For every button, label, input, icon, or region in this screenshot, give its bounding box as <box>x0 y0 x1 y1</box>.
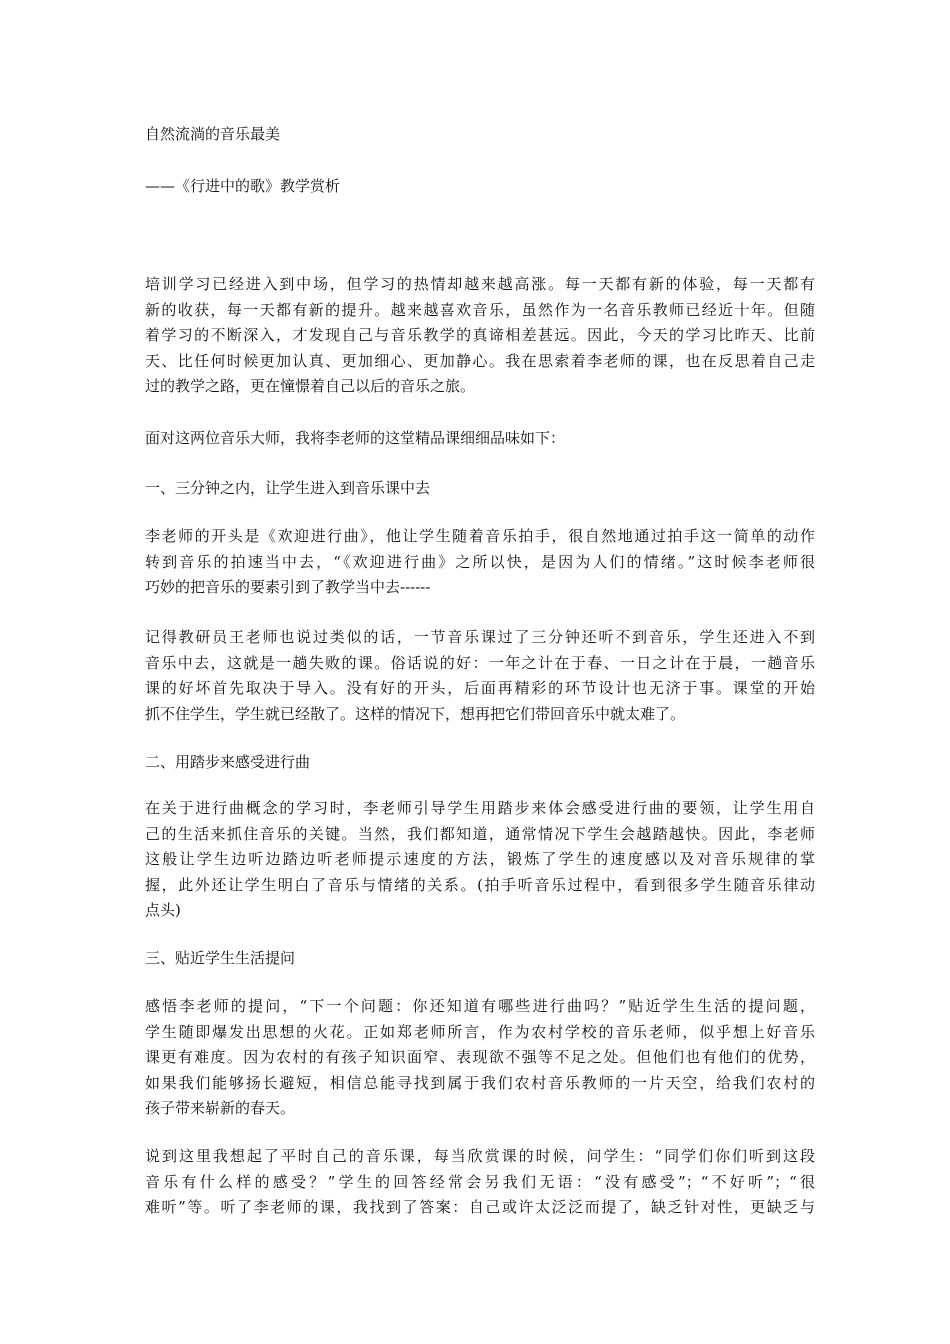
document-subtitle: ——《行进中的歌》教学赏析 <box>145 177 341 195</box>
text-line: 面对这两位音乐大师，我将李老师的这堂精品课细细品味如下： <box>145 429 566 447</box>
paragraph-questions <box>145 994 815 1122</box>
text-line: 音乐中去，这就是一趟失败的课。俗话说的好：一年之计在于春、一日之计在于晨，一趟音乐 <box>145 653 815 672</box>
text-line: 己的生活来抓住音乐的关键。当然，我们都知道，通常情况下学生会越踏越快。因此，李老师 <box>145 824 815 843</box>
text-line: 着学习的不断深入，才发现自己与音乐教学的真谛相差甚远。因此，今天的学习比昨天、比前 <box>145 326 815 344</box>
text-line: 记得教研员王老师也说过类似的话，一节音乐课过了三分钟还听不到音乐，学生还进入不到 <box>145 628 815 646</box>
text-line: 这般让学生边听边踏边听老师提示速度的方法，锻炼了学生的速度感以及对音乐规律的掌 <box>145 850 815 868</box>
paragraph-intro <box>145 272 815 400</box>
text-line: 新的收获，每一天都有新的提升。越来越喜欢音乐，虽然作为一名音乐教师已经近十年。但随 <box>145 300 815 319</box>
text-line: 感悟李老师的提问，“下一个问题：你还知道有哪些进行曲吗？”贴近学生生活的提问题， <box>145 997 815 1015</box>
text-line: 难听”等。听了李老师的课，我找到了答案：自己或许太泛泛而提了，缺乏针对性，更缺乏与 <box>145 1198 815 1216</box>
paragraph-march-steps <box>145 796 815 924</box>
text-line: 说到这里我想起了平时自己的音乐课，每当欣赏课的时候，问学生：“同学们你们听到这段 <box>145 1147 815 1165</box>
paragraph-researcher <box>145 625 815 727</box>
paragraph-reflection <box>145 1144 815 1221</box>
text-line: 学生随即爆发出思想的火花。正如郑老师所言，作为农村学校的音乐老师，似乎想上好音乐 <box>145 1022 815 1041</box>
text-line: 课更有难度。因为农村的有孩子知识面窄、表现欲不强等不足之处。但他们也有他们的优势， <box>145 1048 815 1066</box>
text-line: 过的教学之路，更在憧憬着自己以后的音乐之旅。 <box>145 377 476 395</box>
text-line: 孩子带来崭新的春天。 <box>145 1099 296 1117</box>
text-line: 天、比任何时候更加认真、更加细心、更加静心。我在思索着李老师的课，也在反思着自己走 <box>145 351 815 370</box>
text-line: 培训学习已经进入到中场，但学习的热情却越来越高涨。每一天都有新的体验，每一天都有 <box>145 275 815 293</box>
text-line: 点头) <box>145 901 181 919</box>
text-line: 握，此外还让学生明白了音乐与情绪的关系。(拍手听音乐过程中，看到很多学生随音乐律动 <box>145 875 815 894</box>
text-line: 如果我们能够扬长避短，相信总能寻找到属于我们农村音乐教师的一片天空，给我们农村的 <box>145 1073 815 1092</box>
text-line: 巧妙的把音乐的要素引到了教学当中去------ <box>145 578 431 596</box>
text-line: 转到音乐的拍速当中去，“《欢迎进行曲》之所以快，是因为人们的情绪。”这时候李老师很 <box>145 552 815 571</box>
section-heading-1 <box>145 476 815 502</box>
text-line: 一、三分钟之内，让学生进入到音乐课中去 <box>145 479 431 497</box>
text-line: 音乐有什么样的感受？”学生的回答经常会另我们无语：“没有感受”；“不好听”；“很 <box>145 1172 815 1191</box>
paragraph-overview <box>145 426 815 452</box>
text-line: 二、用踏步来感受进行曲 <box>145 753 311 771</box>
text-line: 课的好坏首先取决于导入。没有好的开头，后面再精彩的环节设计也无济于事。课堂的开始 <box>145 679 815 697</box>
section-heading-3 <box>145 946 815 972</box>
paragraph-opening <box>145 524 815 601</box>
text-line: 在关于进行曲概念的学习时，李老师引导学生用踏步来体会感受进行曲的要领，让学生用自 <box>145 799 815 817</box>
text-line: 三、贴近学生生活提问 <box>145 949 296 967</box>
section-heading-2 <box>145 750 815 776</box>
text-line: 抓不住学生，学生就已经散了。这样的情况下，想再把它们带回音乐中就太难了。 <box>145 704 686 723</box>
text-line: 李老师的开头是《欢迎进行曲》，他让学生随着音乐拍手，很自然地通过拍手这一简单的动作 <box>145 527 815 545</box>
document-title: 自然流淌的音乐最美 <box>145 125 281 143</box>
